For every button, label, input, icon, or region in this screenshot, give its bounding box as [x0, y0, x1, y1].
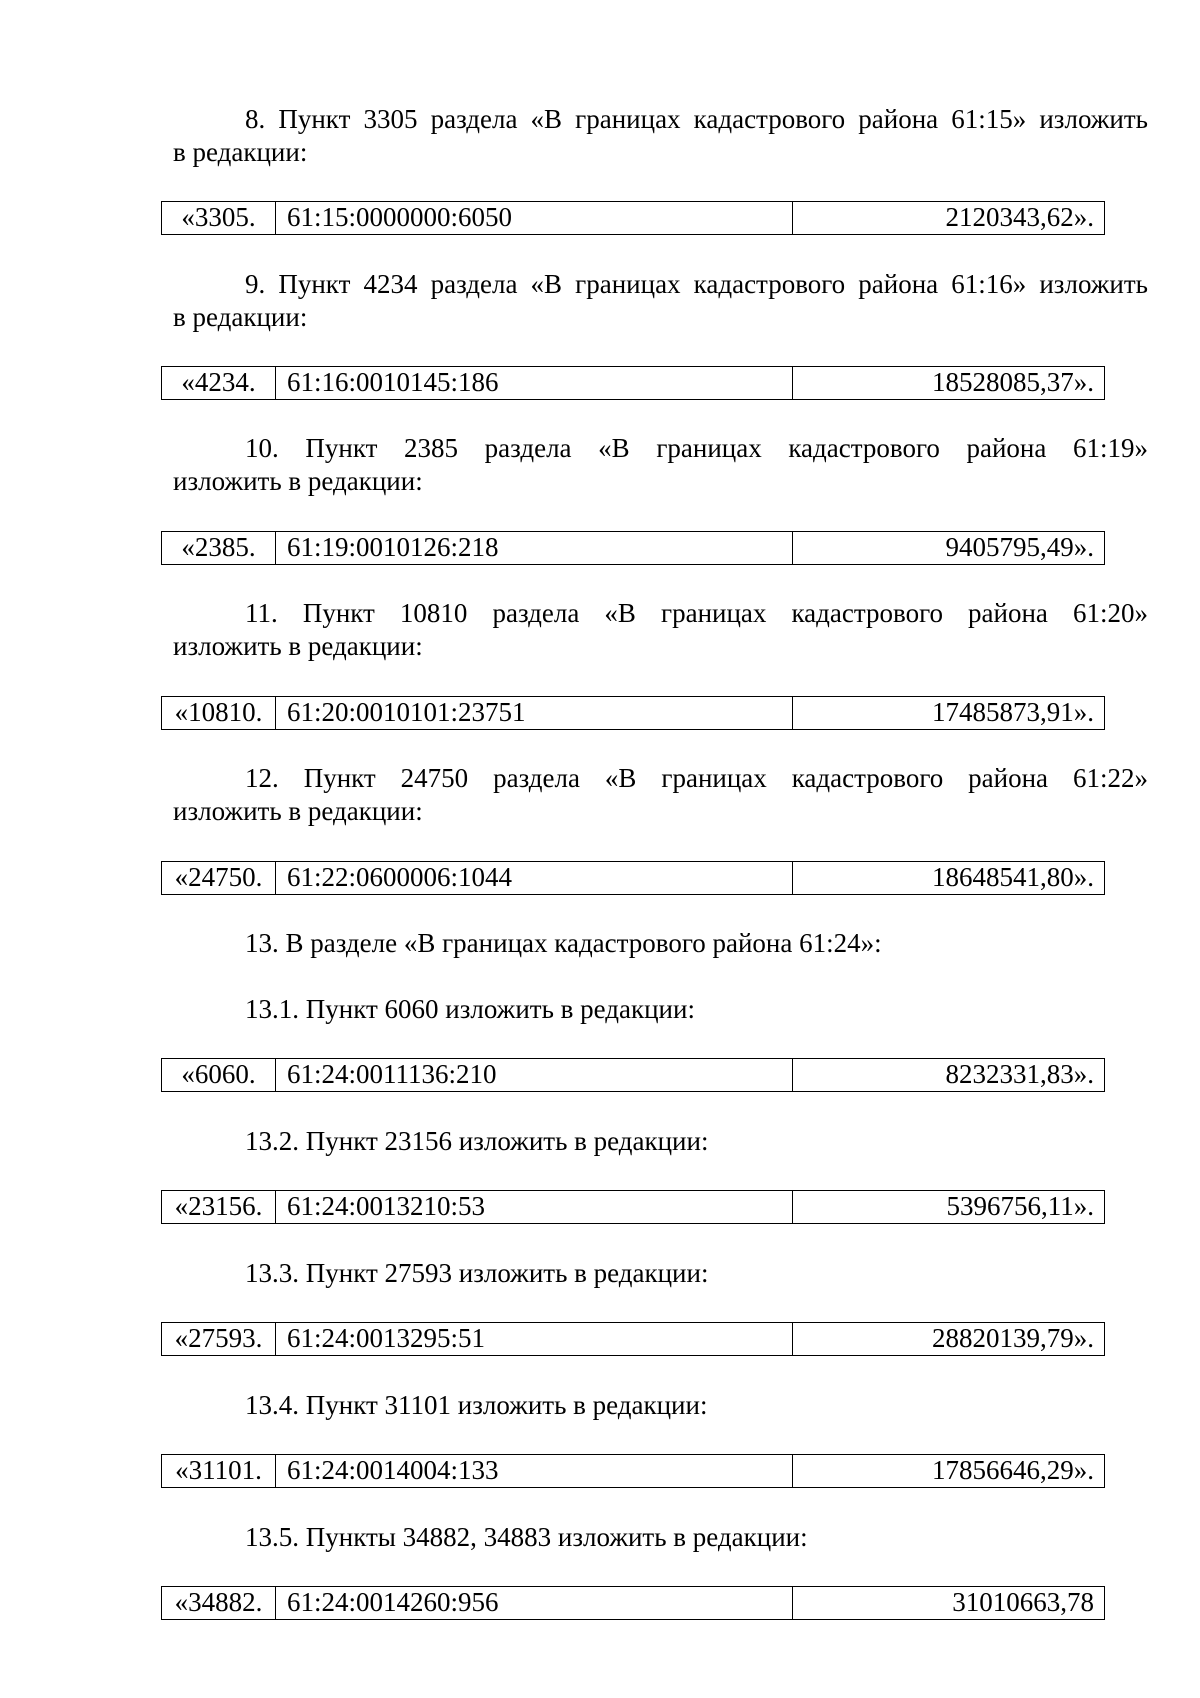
cadastral-value: 5396756,11». — [946, 1191, 1094, 1221]
paragraph-item-12 — [173, 762, 1148, 795]
subitem-13-4 — [173, 1389, 1148, 1422]
cadastral-number: 61:24:0011136:210 — [276, 1059, 793, 1091]
table-row — [161, 1586, 1105, 1620]
table-row — [161, 861, 1105, 895]
paragraph-line: изложить в редакции: — [173, 631, 423, 661]
cadastral-number: 61:24:0014004:133 — [276, 1455, 793, 1487]
cadastral-value: 28820139,79». — [932, 1323, 1094, 1353]
cadastral-value: 17485873,91». — [932, 697, 1094, 727]
row-number: «31101. — [162, 1455, 276, 1487]
table-row — [161, 1190, 1105, 1224]
paragraph-line: 13.2. Пункт 23156 изложить в редакции: — [245, 1126, 709, 1156]
paragraph-item-8 — [173, 103, 1148, 136]
table-row — [161, 1058, 1105, 1092]
row-number: «34882. — [162, 1587, 276, 1619]
paragraph-item-11-cont — [173, 630, 1148, 663]
paragraph-line: изложить в редакции: — [173, 466, 423, 496]
section-13-heading — [173, 927, 1148, 960]
cadastral-number: 61:20:0010101:23751 — [276, 697, 793, 729]
cadastral-value: 17856646,29». — [932, 1455, 1094, 1485]
paragraph-line: 13.3. Пункт 27593 изложить в редакции: — [245, 1258, 709, 1288]
paragraph-line: 13. В разделе «В границах кадастрового района 61:24»: — [245, 928, 882, 958]
paragraph-item-11 — [173, 597, 1148, 630]
paragraph-item-12-cont — [173, 795, 1148, 828]
row-number: «3305. — [162, 202, 276, 234]
row-number: «23156. — [162, 1191, 276, 1223]
paragraph-line: 8. Пункт 3305 раздела «В границах кадастрового района 61:15» изложить — [245, 104, 1148, 134]
row-number: «2385. — [162, 532, 276, 564]
paragraph-line: 9. Пункт 4234 раздела «В границах кадастрового района 61:16» изложить — [245, 269, 1148, 299]
paragraph-line: в редакции: — [173, 137, 308, 167]
cadastral-value: 18648541,80». — [932, 862, 1094, 892]
paragraph-item-9 — [173, 268, 1148, 301]
paragraph-item-10-cont — [173, 465, 1148, 498]
table-row — [161, 201, 1105, 235]
table-row — [161, 1454, 1105, 1488]
cadastral-value: 8232331,83». — [945, 1059, 1094, 1089]
paragraph-line: в редакции: — [173, 302, 308, 332]
paragraph-line: изложить в редакции: — [173, 796, 423, 826]
cadastral-number: 61:24:0013210:53 — [276, 1191, 793, 1223]
row-number: «10810. — [162, 697, 276, 729]
cadastral-number: 61:19:0010126:218 — [276, 532, 793, 564]
cadastral-value: 9405795,49». — [945, 532, 1094, 562]
paragraph-item-8-cont — [173, 136, 1148, 169]
paragraph-line: 11. Пункт 10810 раздела «В границах кадастрового района 61:20» — [245, 598, 1148, 628]
cadastral-number: 61:16:0010145:186 — [276, 367, 793, 399]
subitem-13-3 — [173, 1257, 1148, 1290]
table-row — [161, 696, 1105, 730]
paragraph-item-9-cont — [173, 301, 1148, 334]
cadastral-value: 2120343,62». — [945, 202, 1094, 232]
cadastral-number: 61:22:0600006:1044 — [276, 862, 793, 894]
table-row — [161, 531, 1105, 565]
table-row — [161, 1322, 1105, 1356]
subitem-13-1 — [173, 993, 1148, 1026]
paragraph-line: 13.5. Пункты 34882, 34883 изложить в редакции: — [245, 1522, 808, 1552]
paragraph-item-10 — [173, 432, 1148, 465]
row-number: «27593. — [162, 1323, 276, 1355]
row-number: «6060. — [162, 1059, 276, 1091]
paragraph-line: 12. Пункт 24750 раздела «В границах кадастрового района 61:22» — [245, 763, 1148, 793]
paragraph-line: 13.1. Пункт 6060 изложить в редакции: — [245, 994, 695, 1024]
row-number: «24750. — [162, 862, 276, 894]
paragraph-line: 13.4. Пункт 31101 изложить в редакции: — [245, 1390, 708, 1420]
row-number: «4234. — [162, 367, 276, 399]
subitem-13-2 — [173, 1125, 1148, 1158]
cadastral-number: 61:24:0014260:956 — [276, 1587, 793, 1619]
paragraph-line: 10. Пункт 2385 раздела «В границах кадастрового района 61:19» — [245, 433, 1148, 463]
table-row — [161, 366, 1105, 400]
subitem-13-5 — [173, 1521, 1148, 1554]
cadastral-value: 31010663,78 — [952, 1587, 1094, 1617]
cadastral-value: 18528085,37». — [932, 367, 1094, 397]
cadastral-number: 61:15:0000000:6050 — [276, 202, 793, 234]
cadastral-number: 61:24:0013295:51 — [276, 1323, 793, 1355]
